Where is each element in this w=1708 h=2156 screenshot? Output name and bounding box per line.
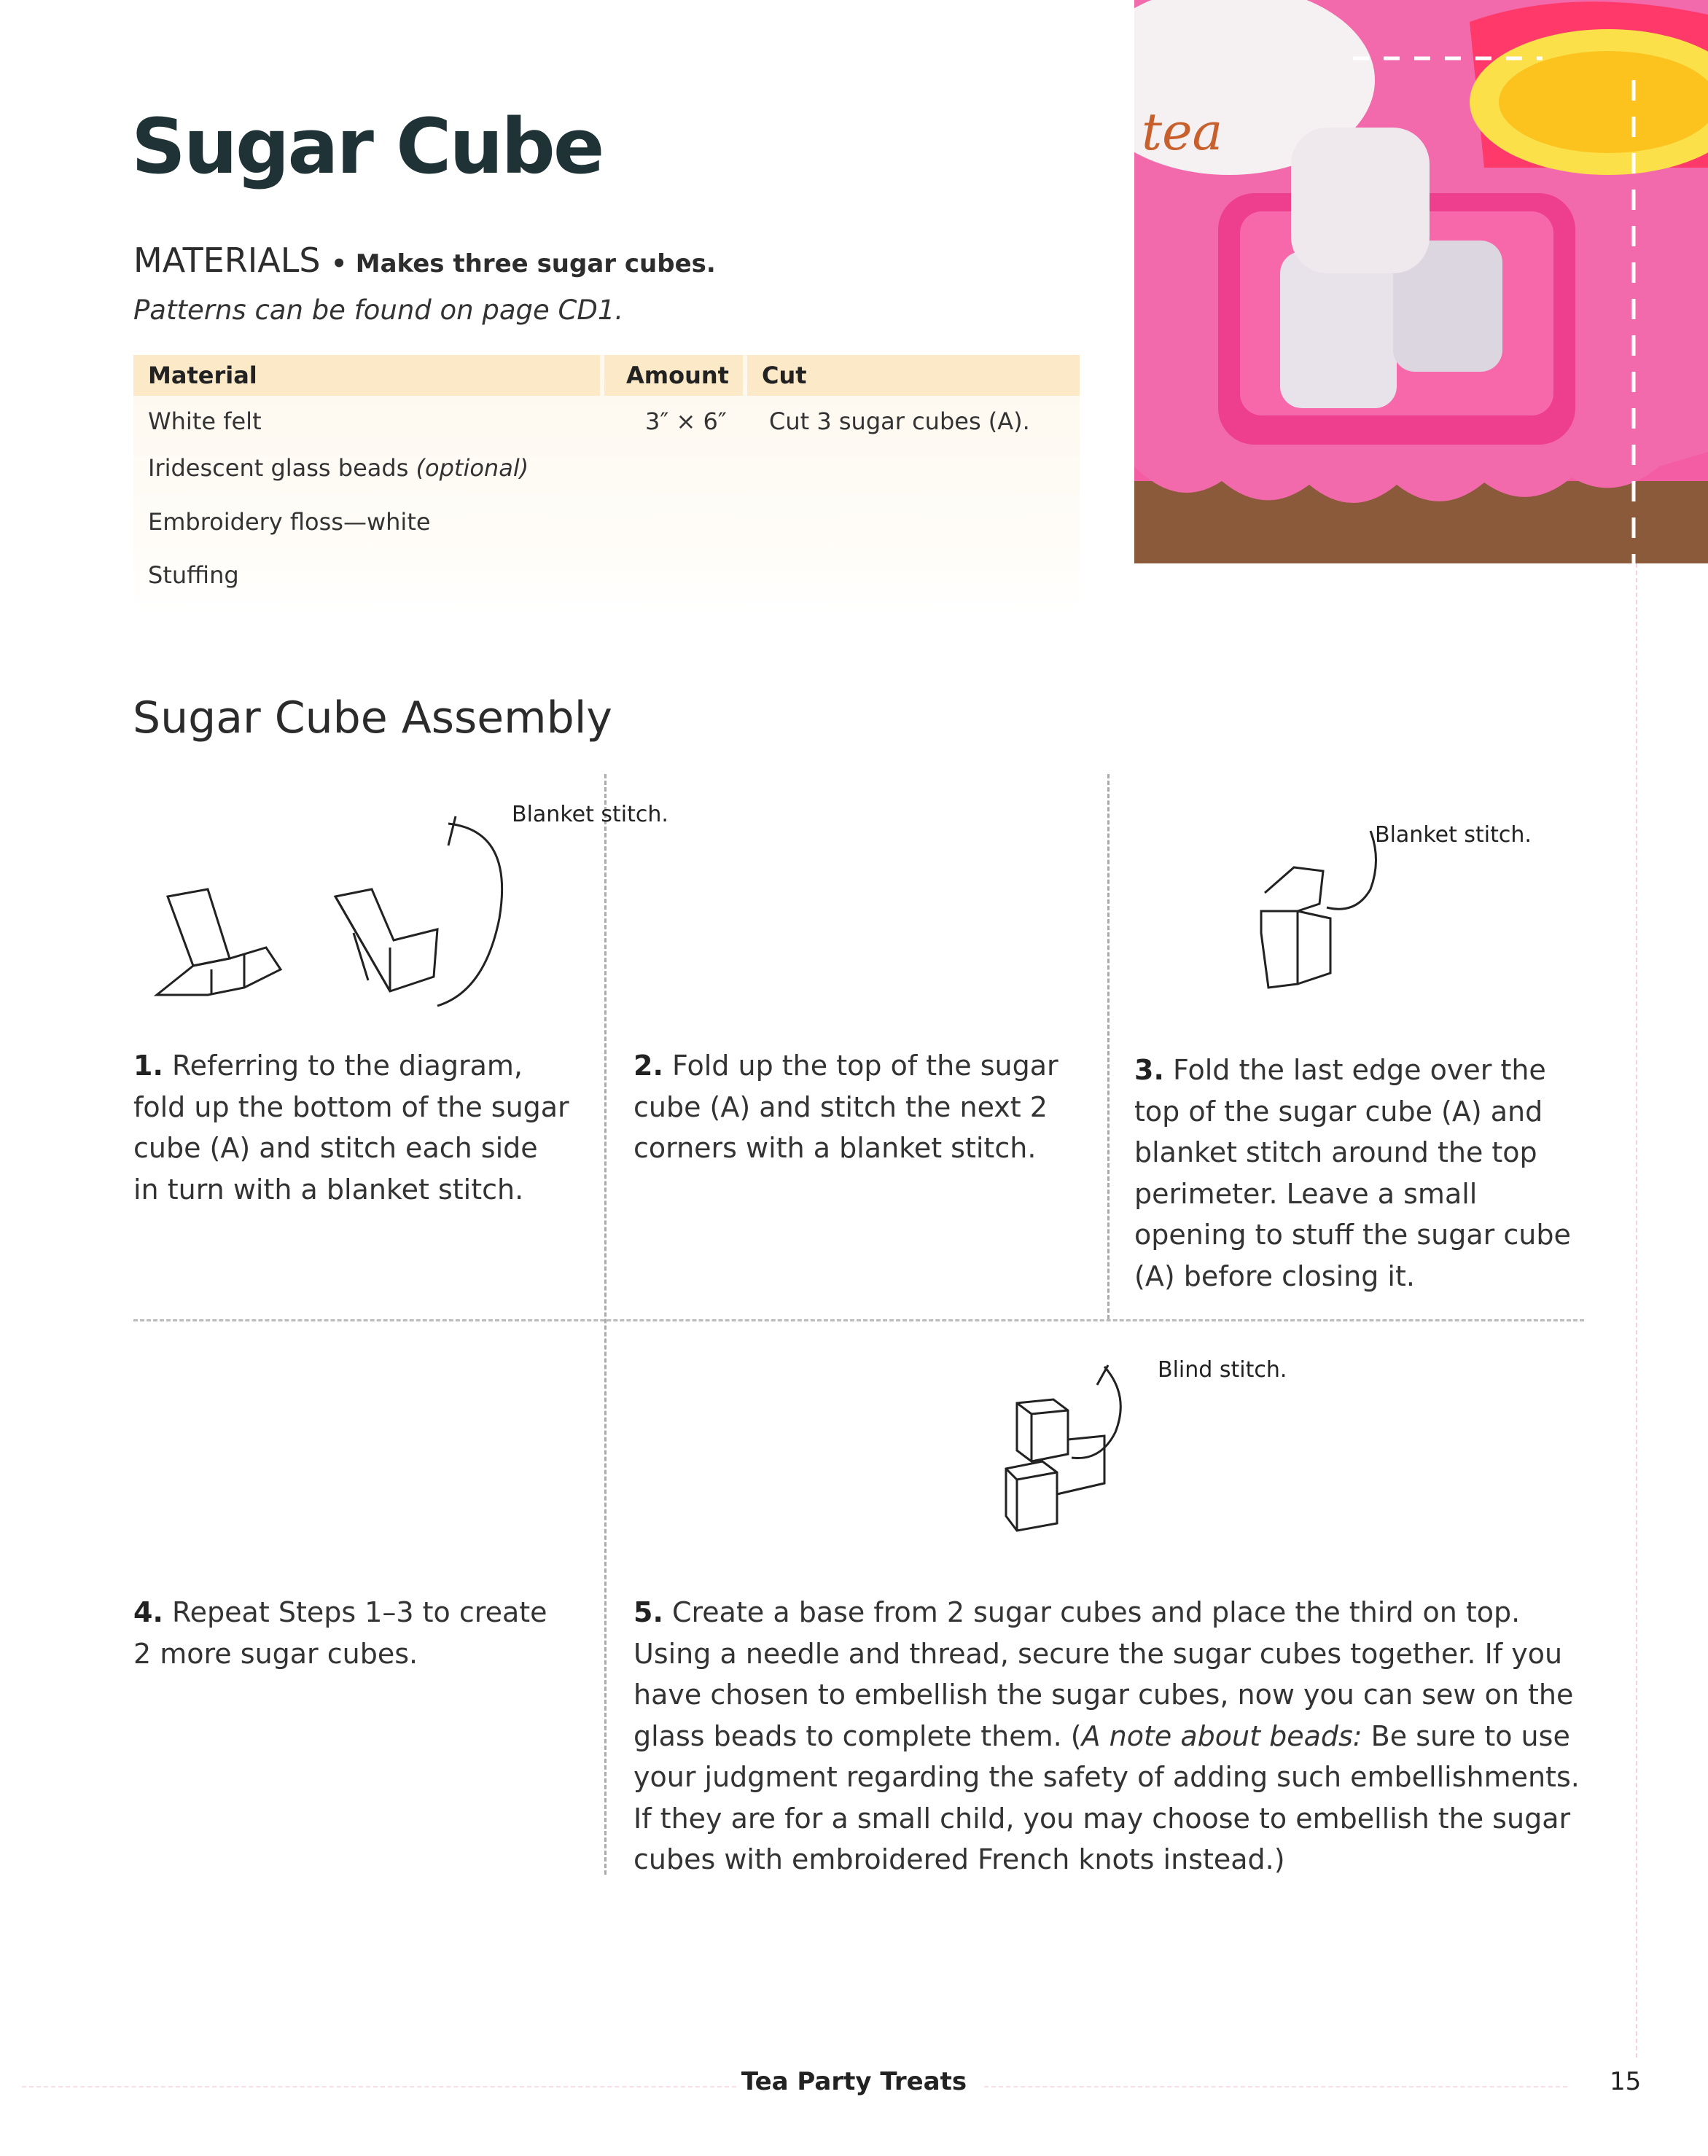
step-number: 5.	[633, 1596, 663, 1628]
step5-diagram	[984, 1345, 1159, 1563]
diagram-label: Blanket stitch.	[512, 802, 668, 827]
materials-label: MATERIALS	[133, 241, 321, 280]
grid-divider	[604, 774, 607, 1875]
diagram-label: Blind stitch.	[1158, 1357, 1287, 1383]
grid-divider	[133, 1319, 1584, 1321]
step-1	[133, 1045, 571, 1210]
patterns-note: Patterns can be found on page CD1.	[133, 294, 624, 326]
assembly-heading: Sugar Cube Assembly	[133, 692, 612, 743]
page-number: 15	[1610, 2067, 1642, 2096]
tea-felt-lettering: tea	[1142, 102, 1223, 162]
row-material: Stuffing	[148, 561, 239, 589]
footer-section-title: Tea Party Treats	[741, 2067, 967, 2096]
row-amount: 3″ × 6″	[645, 407, 727, 435]
materials-yield: • Makes three sugar cubes.	[331, 249, 716, 278]
diagram-label: Blanket stitch.	[1375, 822, 1532, 848]
step-text: Create a base from 2 sugar cubes and place the third on top. Using a needle and thread, secure the sugar cubes together. If you have chosen to embellish the sugar cubes, now you can sew on the glass beads to complete them. (	[633, 1596, 1574, 1752]
materials-table	[133, 355, 1080, 614]
step-3	[1134, 1050, 1586, 1297]
step-text: Referring to the diagram, fold up the bottom of the sugar cube (A) and stitch each side in turn with a blanket stitch.	[133, 1050, 569, 1206]
step-number: 2.	[633, 1050, 663, 1082]
step-number: 1.	[133, 1050, 163, 1082]
step-number: 3.	[1134, 1054, 1164, 1086]
header-amount: Amount	[604, 355, 743, 396]
grid-divider	[1107, 774, 1110, 1319]
header-cut: Cut	[747, 355, 1080, 396]
sugar-cube-photo	[1134, 0, 1708, 563]
step-text: Be sure to use your judgment regarding the safety of adding such embellishments. If they are for a small child, you may choose to embellish the sugar cubes with embroidered French knots instead.)	[633, 1719, 1580, 1875]
step-2	[633, 1045, 1071, 1169]
row-material: White felt	[148, 407, 262, 435]
row-cut: Cut 3 sugar cubes (A).	[769, 407, 1030, 435]
step-note-label: A note about beads:	[1081, 1719, 1362, 1752]
page-title: Sugar Cube	[131, 102, 603, 191]
page-border	[1636, 563, 1637, 2058]
row-material	[148, 454, 529, 482]
step-number: 4.	[133, 1596, 163, 1628]
material-note: (optional)	[416, 454, 529, 482]
step-5	[633, 1592, 1581, 1880]
material-name: Iridescent glass beads	[148, 454, 409, 482]
step-text: Fold up the top of the sugar cube (A) and stitch the next 2 corners with a blanket stitch.	[633, 1050, 1058, 1164]
step-text: Fold the last edge over the top of the sugar cube (A) and blanket stitch around the top perimeter. Leave a small opening to stuff the sugar cube (A) before closing it.	[1134, 1054, 1571, 1292]
step1-diagram	[149, 802, 601, 1020]
row-material: Embroidery floss—white	[148, 508, 431, 536]
step3-diagram	[1254, 816, 1385, 999]
step-text: Repeat Steps 1–3 to create 2 more sugar cubes.	[133, 1596, 547, 1670]
step-4	[133, 1592, 571, 1674]
header-material: Material	[133, 355, 600, 396]
materials-heading	[133, 241, 716, 280]
